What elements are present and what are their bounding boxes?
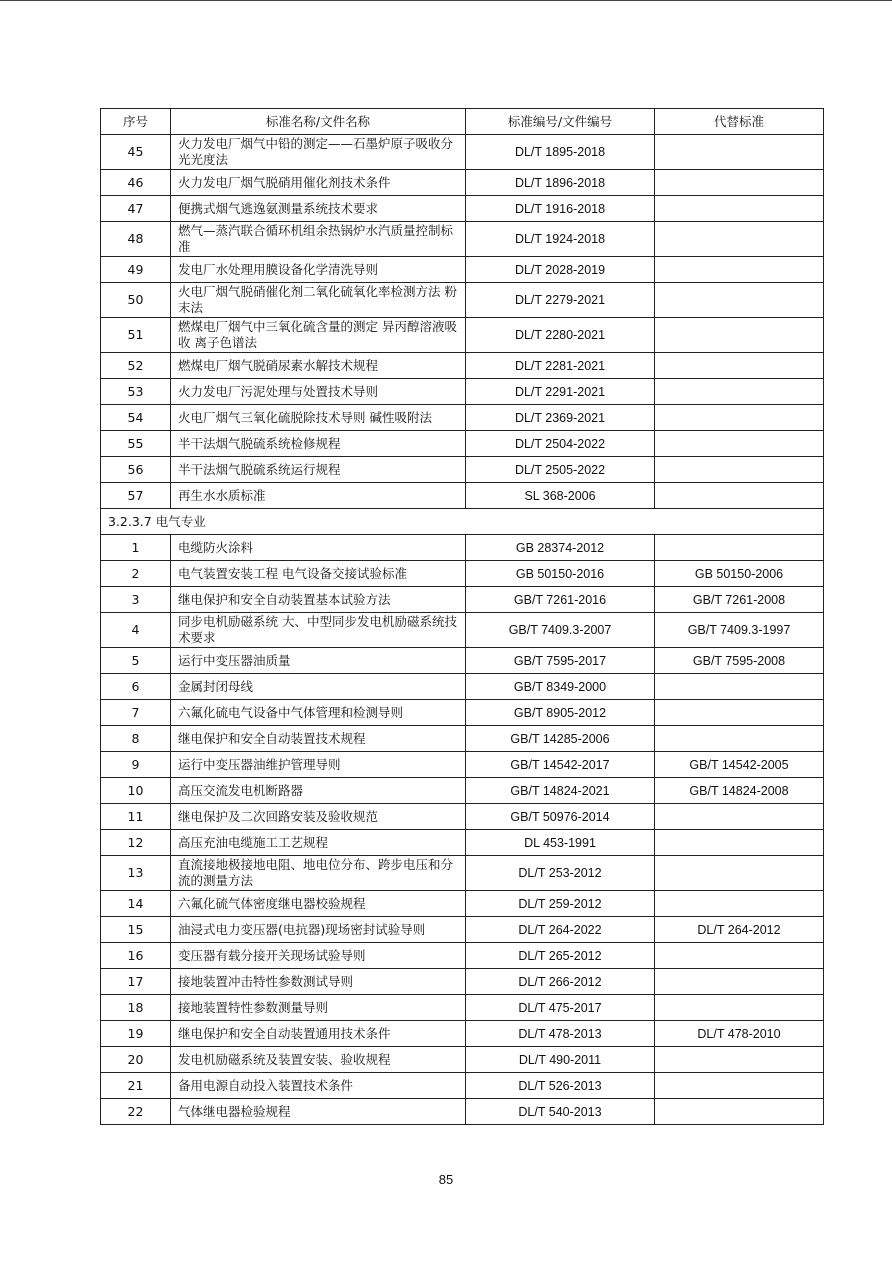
row-number: 4 xyxy=(101,613,171,648)
row-standard-code: DL/T 2279-2021 xyxy=(466,283,655,318)
section-heading: 3.2.3.7 电气专业 xyxy=(101,509,824,535)
row-replaced-standard: DL/T 264-2012 xyxy=(655,917,824,943)
row-standard-name: 金属封闭母线 xyxy=(171,674,466,700)
row-standard-name: 气体继电器检验规程 xyxy=(171,1099,466,1125)
row-replaced-standard xyxy=(655,353,824,379)
row-replaced-standard xyxy=(655,283,824,318)
row-standard-name: 电气装置安装工程 电气设备交接试验标准 xyxy=(171,561,466,587)
row-replaced-standard xyxy=(655,726,824,752)
table-row xyxy=(101,830,824,856)
row-standard-name: 接地装置特性参数测量导则 xyxy=(171,995,466,1021)
row-standard-code: DL/T 264-2022 xyxy=(466,917,655,943)
header-no: 序号 xyxy=(101,109,171,135)
row-number: 7 xyxy=(101,700,171,726)
electrical-group-rows xyxy=(101,535,824,1125)
row-number: 3 xyxy=(101,587,171,613)
table-row xyxy=(101,170,824,196)
table-row xyxy=(101,318,824,353)
row-replaced-standard xyxy=(655,457,824,483)
row-standard-name: 火力发电厂污泥处理与处置技术导则 xyxy=(171,379,466,405)
row-replaced-standard xyxy=(655,135,824,170)
table-header xyxy=(101,109,824,135)
row-replaced-standard: DL/T 478-2010 xyxy=(655,1021,824,1047)
chemistry-group-rows xyxy=(101,135,824,509)
row-number: 56 xyxy=(101,457,171,483)
row-standard-name: 燃煤电厂烟气脱硝尿素水解技术规程 xyxy=(171,353,466,379)
table-row xyxy=(101,353,824,379)
row-replaced-standard xyxy=(655,318,824,353)
row-standard-name: 高压充油电缆施工工艺规程 xyxy=(171,830,466,856)
row-standard-code: DL/T 2280-2021 xyxy=(466,318,655,353)
row-replaced-standard xyxy=(655,1073,824,1099)
row-standard-code: DL/T 265-2012 xyxy=(466,943,655,969)
row-replaced-standard xyxy=(655,856,824,891)
row-standard-name: 六氟化硫电气设备中气体管理和检测导则 xyxy=(171,700,466,726)
row-standard-name: 半干法烟气脱硫系统运行规程 xyxy=(171,457,466,483)
table-row xyxy=(101,856,824,891)
row-standard-name: 直流接地极接地电阻、地电位分布、跨步电压和分流的测量方法 xyxy=(171,856,466,891)
table-row xyxy=(101,752,824,778)
row-number: 18 xyxy=(101,995,171,1021)
table-row xyxy=(101,891,824,917)
row-standard-name: 接地装置冲击特性参数测试导则 xyxy=(171,969,466,995)
row-standard-code: DL/T 475-2017 xyxy=(466,995,655,1021)
row-standard-name: 火力发电厂烟气脱硝用催化剂技术条件 xyxy=(171,170,466,196)
row-replaced-standard: GB/T 14824-2008 xyxy=(655,778,824,804)
table-row xyxy=(101,995,824,1021)
row-standard-name: 火力发电厂烟气中铅的测定——石墨炉原子吸收分光光度法 xyxy=(171,135,466,170)
table-row xyxy=(101,483,824,509)
row-replaced-standard: GB 50150-2006 xyxy=(655,561,824,587)
row-standard-code: GB/T 7595-2017 xyxy=(466,648,655,674)
row-number: 6 xyxy=(101,674,171,700)
row-replaced-standard xyxy=(655,196,824,222)
row-number: 55 xyxy=(101,431,171,457)
row-standard-name: 燃气—蒸汽联合循环机组余热锅炉水汽质量控制标准 xyxy=(171,222,466,257)
row-standard-name: 再生水水质标准 xyxy=(171,483,466,509)
table-row xyxy=(101,587,824,613)
row-standard-name: 发电机励磁系统及装置安装、验收规程 xyxy=(171,1047,466,1073)
row-standard-name: 继电保护及二次回路安装及验收规范 xyxy=(171,804,466,830)
table-row xyxy=(101,804,824,830)
row-number: 45 xyxy=(101,135,171,170)
row-standard-code: DL/T 2281-2021 xyxy=(466,353,655,379)
table-row xyxy=(101,1021,824,1047)
table-row xyxy=(101,222,824,257)
row-standard-code: DL/T 2505-2022 xyxy=(466,457,655,483)
row-standard-code: GB/T 14285-2006 xyxy=(466,726,655,752)
table-row xyxy=(101,969,824,995)
row-standard-code: GB/T 7409.3-2007 xyxy=(466,613,655,648)
header-code: 标准编号/文件编号 xyxy=(466,109,655,135)
row-standard-name: 运行中变压器油质量 xyxy=(171,648,466,674)
row-replaced-standard xyxy=(655,1099,824,1125)
row-standard-code: DL/T 526-2013 xyxy=(466,1073,655,1099)
row-number: 47 xyxy=(101,196,171,222)
table-row xyxy=(101,674,824,700)
row-standard-code: GB/T 7261-2016 xyxy=(466,587,655,613)
row-standard-name: 高压交流发电机断路器 xyxy=(171,778,466,804)
row-number: 12 xyxy=(101,830,171,856)
table-row xyxy=(101,431,824,457)
table-row xyxy=(101,561,824,587)
row-number: 53 xyxy=(101,379,171,405)
row-standard-name: 发电厂水处理用膜设备化学清洗导则 xyxy=(171,257,466,283)
row-replaced-standard xyxy=(655,431,824,457)
row-number: 14 xyxy=(101,891,171,917)
table-row xyxy=(101,196,824,222)
table-row xyxy=(101,1099,824,1125)
row-replaced-standard xyxy=(655,483,824,509)
page-top-rule xyxy=(0,0,892,1)
table-row xyxy=(101,535,824,561)
table-row xyxy=(101,726,824,752)
row-replaced-standard xyxy=(655,170,824,196)
row-standard-code: DL/T 2369-2021 xyxy=(466,405,655,431)
row-standard-code: GB 50150-2016 xyxy=(466,561,655,587)
table-row xyxy=(101,405,824,431)
row-standard-code: GB/T 14542-2017 xyxy=(466,752,655,778)
row-standard-code: DL/T 253-2012 xyxy=(466,856,655,891)
row-number: 46 xyxy=(101,170,171,196)
row-standard-code: DL/T 1896-2018 xyxy=(466,170,655,196)
row-replaced-standard xyxy=(655,943,824,969)
row-standard-name: 继电保护和安全自动装置技术规程 xyxy=(171,726,466,752)
row-standard-name: 变压器有载分接开关现场试验导则 xyxy=(171,943,466,969)
row-number: 20 xyxy=(101,1047,171,1073)
row-standard-name: 继电保护和安全自动装置基本试验方法 xyxy=(171,587,466,613)
row-standard-code: DL/T 259-2012 xyxy=(466,891,655,917)
header-row xyxy=(101,109,824,135)
row-number: 13 xyxy=(101,856,171,891)
row-standard-code: GB/T 50976-2014 xyxy=(466,804,655,830)
table-row xyxy=(101,700,824,726)
row-number: 19 xyxy=(101,1021,171,1047)
row-number: 2 xyxy=(101,561,171,587)
row-standard-name: 备用电源自动投入装置技术条件 xyxy=(171,1073,466,1099)
row-standard-code: DL/T 2028-2019 xyxy=(466,257,655,283)
page-number: 85 xyxy=(438,1172,454,1187)
table-row xyxy=(101,283,824,318)
table-row xyxy=(101,648,824,674)
row-replaced-standard xyxy=(655,830,824,856)
section-heading-group xyxy=(101,509,824,535)
row-number: 21 xyxy=(101,1073,171,1099)
row-replaced-standard xyxy=(655,804,824,830)
row-standard-code: DL/T 478-2013 xyxy=(466,1021,655,1047)
row-standard-code: DL/T 2291-2021 xyxy=(466,379,655,405)
table-row xyxy=(101,778,824,804)
row-number: 15 xyxy=(101,917,171,943)
row-number: 54 xyxy=(101,405,171,431)
row-standard-name: 油浸式电力变压器(电抗器)现场密封试验导则 xyxy=(171,917,466,943)
row-replaced-standard: GB/T 7261-2008 xyxy=(655,587,824,613)
row-standard-code: DL/T 2504-2022 xyxy=(466,431,655,457)
table-row xyxy=(101,1073,824,1099)
row-number: 10 xyxy=(101,778,171,804)
row-standard-code: DL/T 490-2011 xyxy=(466,1047,655,1073)
row-replaced-standard xyxy=(655,674,824,700)
row-standard-code: GB/T 8905-2012 xyxy=(466,700,655,726)
row-standard-name: 继电保护和安全自动装置通用技术条件 xyxy=(171,1021,466,1047)
row-number: 50 xyxy=(101,283,171,318)
row-standard-name: 火电厂烟气三氧化硫脱除技术导则 碱性吸附法 xyxy=(171,405,466,431)
row-number: 52 xyxy=(101,353,171,379)
row-number: 9 xyxy=(101,752,171,778)
row-standard-code: DL/T 1916-2018 xyxy=(466,196,655,222)
table-row xyxy=(101,613,824,648)
row-replaced-standard xyxy=(655,257,824,283)
section-heading-row xyxy=(101,509,824,535)
row-standard-code: GB/T 14824-2021 xyxy=(466,778,655,804)
row-standard-code: GB/T 8349-2000 xyxy=(466,674,655,700)
row-replaced-standard xyxy=(655,995,824,1021)
row-standard-name: 同步电机励磁系统 大、中型同步发电机励磁系统技术要求 xyxy=(171,613,466,648)
row-standard-code: DL/T 266-2012 xyxy=(466,969,655,995)
row-standard-code: DL/T 540-2013 xyxy=(466,1099,655,1125)
row-replaced-standard xyxy=(655,405,824,431)
row-standard-code: GB 28374-2012 xyxy=(466,535,655,561)
row-replaced-standard: GB/T 7409.3-1997 xyxy=(655,613,824,648)
row-standard-name: 六氟化硫气体密度继电器校验规程 xyxy=(171,891,466,917)
row-replaced-standard xyxy=(655,969,824,995)
row-standard-code: DL/T 1924-2018 xyxy=(466,222,655,257)
row-standard-name: 电缆防火涂料 xyxy=(171,535,466,561)
row-standard-code: DL/T 1895-2018 xyxy=(466,135,655,170)
row-replaced-standard xyxy=(655,700,824,726)
row-number: 49 xyxy=(101,257,171,283)
row-number: 57 xyxy=(101,483,171,509)
header-name: 标准名称/文件名称 xyxy=(171,109,466,135)
row-replaced-standard: GB/T 7595-2008 xyxy=(655,648,824,674)
row-number: 22 xyxy=(101,1099,171,1125)
row-number: 17 xyxy=(101,969,171,995)
row-replaced-standard xyxy=(655,1047,824,1073)
table-row xyxy=(101,917,824,943)
table-row xyxy=(101,379,824,405)
row-standard-name: 半干法烟气脱硫系统检修规程 xyxy=(171,431,466,457)
row-replaced-standard xyxy=(655,891,824,917)
row-number: 48 xyxy=(101,222,171,257)
table-row xyxy=(101,457,824,483)
row-number: 8 xyxy=(101,726,171,752)
row-standard-name: 便携式烟气逃逸氨测量系统技术要求 xyxy=(171,196,466,222)
row-standard-code: SL 368-2006 xyxy=(466,483,655,509)
row-standard-name: 燃煤电厂烟气中三氧化硫含量的测定 异丙醇溶液吸收 离子色谱法 xyxy=(171,318,466,353)
table-row xyxy=(101,943,824,969)
row-replaced-standard xyxy=(655,222,824,257)
row-number: 16 xyxy=(101,943,171,969)
row-number: 1 xyxy=(101,535,171,561)
table-row xyxy=(101,257,824,283)
row-replaced-standard xyxy=(655,535,824,561)
row-number: 51 xyxy=(101,318,171,353)
table-row xyxy=(101,1047,824,1073)
row-standard-name: 运行中变压器油维护管理导则 xyxy=(171,752,466,778)
row-replaced-standard xyxy=(655,379,824,405)
row-standard-code: DL 453-1991 xyxy=(466,830,655,856)
header-replaces: 代替标准 xyxy=(655,109,824,135)
row-standard-name: 火电厂烟气脱硝催化剂二氧化硫氧化率检测方法 粉末法 xyxy=(171,283,466,318)
row-number: 11 xyxy=(101,804,171,830)
row-replaced-standard: GB/T 14542-2005 xyxy=(655,752,824,778)
table-row xyxy=(101,135,824,170)
standards-table xyxy=(100,108,824,1125)
row-number: 5 xyxy=(101,648,171,674)
